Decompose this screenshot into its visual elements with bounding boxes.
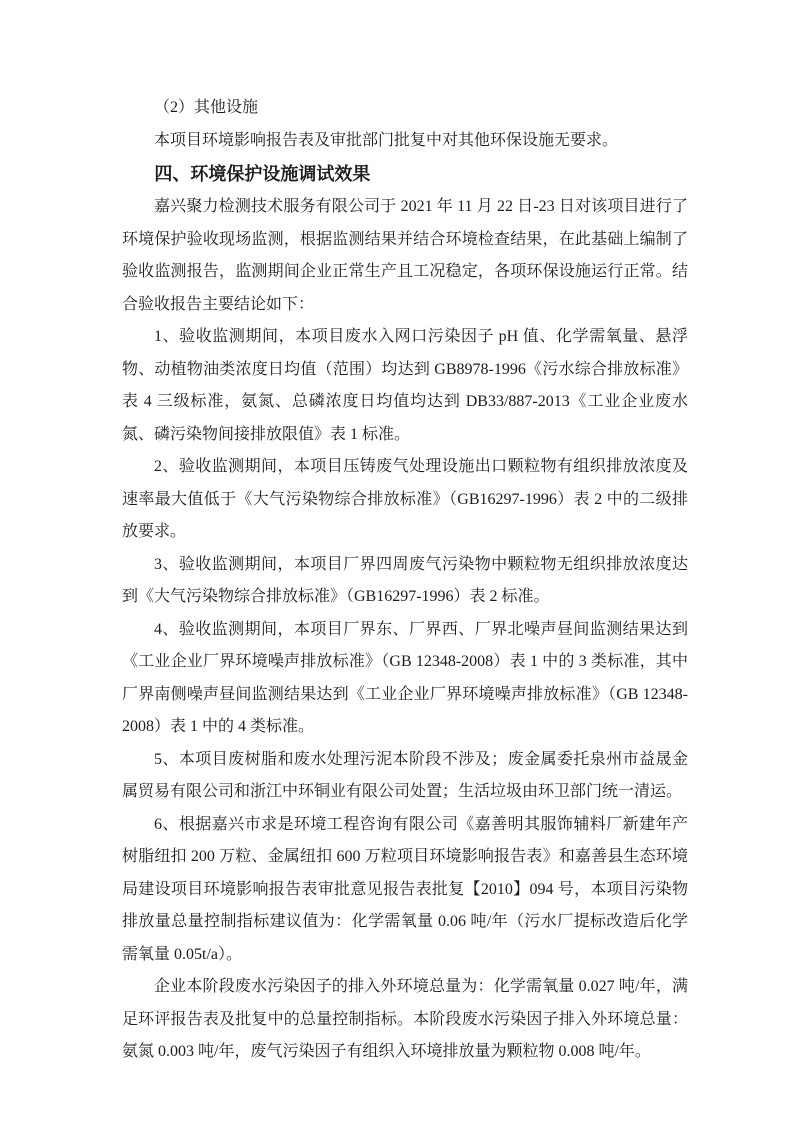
conclusion-item: 2、验收监测期间，本项目压铸废气处理设施出口颗粒物有组织排放浓度及速率最大值低于《大气污染物综合排放标准》（GB16297-1996）表 2 中的二级排放要求。 [122, 458, 688, 540]
section-heading: 四、环境保护设施调试效果 [154, 164, 371, 184]
body-paragraph: 本项目环境影响报告表及审批部门批复中对其他环保设施无要求。 [154, 131, 619, 149]
sub-item-title: （2）其他设施 [154, 99, 259, 116]
conclusion-item: 6、根据嘉兴市求是环境工程咨询有限公司《嘉善明其服饰辅料厂新建年产树脂纽扣 200 万粒、金属纽扣 600 万粒项目环境影响报告表》和嘉善县生态环境局建设项目环境影响报告表审批意见报告表批复【2010】094 号，本项目污染物排放量总量控制指标建议值为：化学需氧量 0.06 吨/年（污水厂提标改造后化学需氧量 0.05t/a）。 [122, 815, 688, 963]
closing-paragraph: 企业本阶段废水污染因子的排入外环境总量为：化学需氧量 0.027 吨/年，满足环评报告表及批复中的总量控制指标。本阶段废水污染因子排入外环境总量：氨氮 0.003 吨/年，废气污染因子有组织入环境排放量为颗粒物 0.008 吨/年。 [122, 978, 688, 1060]
conclusion-item: 3、验收监测期间，本项目厂界四周废气污染物中颗粒物无组织排放浓度达到《大气污染物综合排放标准》（GB16297-1996）表 2 标准。 [122, 555, 688, 605]
body-paragraph: 嘉兴聚力检测技术服务有限公司于 2021 年 11 月 22 日-23 日对该项目进行了环境保护验收现场监测，根据监测结果并结合环境检查结果，在此基础上编制了验收监测报告，监测期间企业正常生产且工况稳定，各项环保设施运行正常。结合验收报告主要结论如下： [122, 198, 688, 313]
conclusion-item: 5、本项目废树脂和废水处理污泥本阶段不涉及；废金属委托泉州市益晟金属贸易有限公司和浙江中环铜业有限公司处置；生活垃圾由环卫部门统一清运。 [122, 750, 688, 800]
conclusion-item: 4、验收监测期间，本项目厂界东、厂界西、厂界北噪声昼间监测结果达到《工业企业厂界环境噪声排放标准》（GB 12348-2008）表 1 中的 3 类标准，其中厂界南侧噪声昼间监测结果达到《工业企业厂界环境噪声排放标准》（GB 12348-2008）表 1 中的 4 类标准。 [122, 620, 688, 735]
conclusion-item: 1、验收监测期间，本项目废水入网口污染因子 pH 值、化学需氧量、悬浮物、动植物油类浓度日均值（范围）均达到 GB8978-1996《污水综合排放标准》表 4 三级标准，氨氮、总磷浓度日均值均达到 DB33/887-2013《工业企业废水氮、磷污染物间接排放限值》表 1 标准。 [122, 328, 688, 443]
